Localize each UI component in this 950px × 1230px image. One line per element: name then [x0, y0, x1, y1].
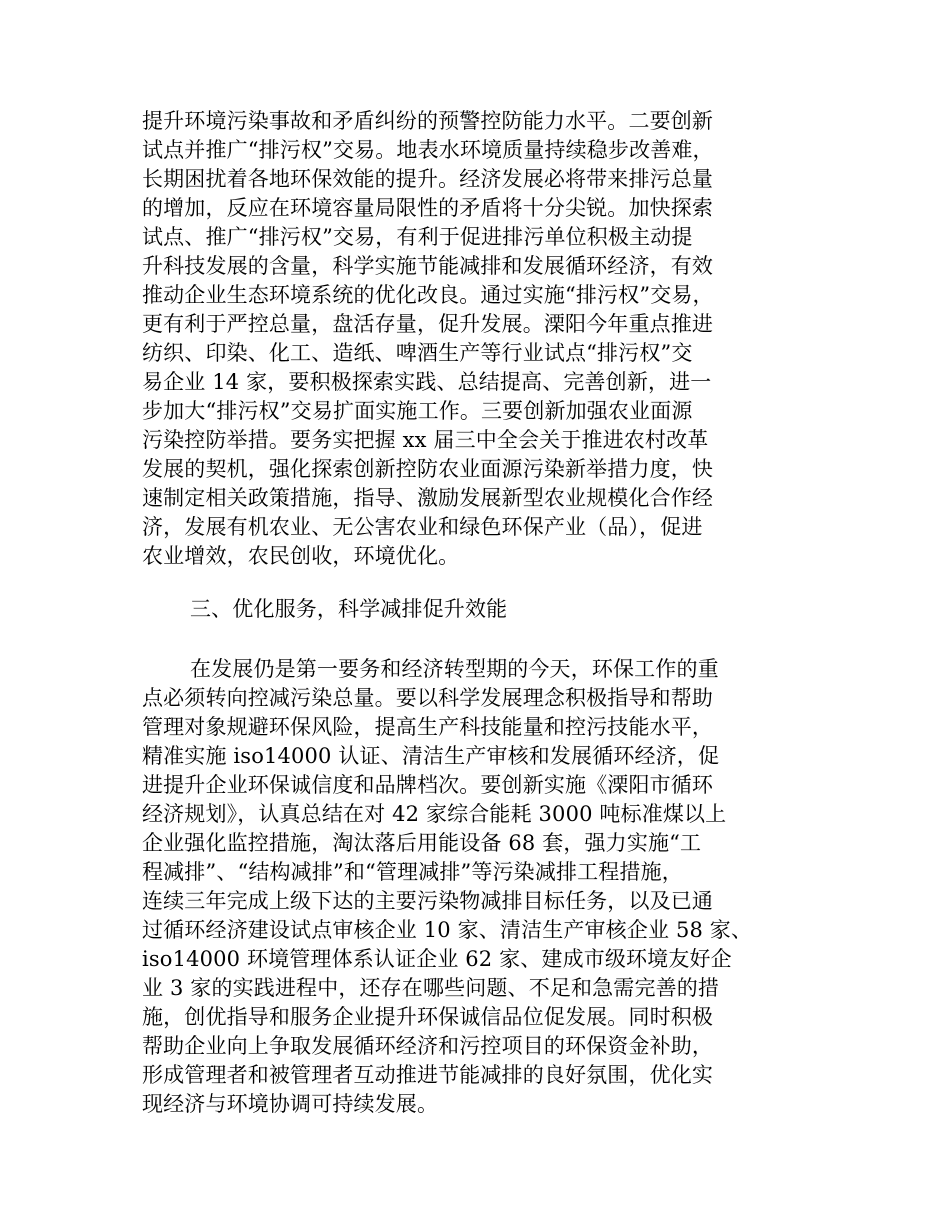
- text-line: 济，发展有机农业、无公害农业和绿色环保产业（品），促进: [142, 515, 703, 539]
- text-line: iso14000 环境管理体系认证企业 62 家、建成市级环境友好企: [142, 947, 732, 971]
- text-line: 业 3 家的实践进程中，还存在哪些问题、不足和急需完善的措: [142, 976, 720, 1000]
- text-line: 程减排”、“结构减排”和“管理减排”等污染减排工程措施，: [142, 860, 683, 884]
- text-line: 现经济与环境协调可持续发展。: [142, 1092, 439, 1116]
- text-line: 精准实施 iso14000 认证、清洁生产审核和发展循环经济，促: [142, 744, 720, 768]
- text-line: 更有利于严控总量，盘活存量，促升发展。溧阳今年重点推进: [142, 312, 714, 336]
- text-line: 经济规划》，认真总结在对 42 家综合能耗 3000 吨标准煤以上: [142, 802, 727, 826]
- text-line: 进提升企业环保诚信度和品牌档次。要创新实施《溧阳市循环: [142, 773, 714, 797]
- text-line: 的增加，反应在环境容量局限性的矛盾将十分尖锐。加快探索: [142, 196, 714, 220]
- text-line: 试点、推广“排污权”交易，有利于促进排污单位积极主动提: [142, 225, 693, 249]
- text-line: 提升环境污染事故和矛盾纠纷的预警控防能力水平。二要创新: [142, 109, 714, 133]
- text-line: 点必须转向控减污染总量。要以科学发展理念积极指导和帮助: [142, 686, 714, 710]
- text-line: 连续三年完成上级下达的主要污染物减排目标任务，以及已通: [142, 889, 714, 913]
- text-line: 施，创优指导和服务企业提升环保诚信品位促发展。同时积极: [142, 1005, 714, 1029]
- text-line: 企业强化监控措施，淘汰落后用能设备 68 套，强力实施“工: [142, 831, 702, 855]
- text-line: 长期困扰着各地环保效能的提升。经济发展必将带来排污总量: [142, 167, 714, 191]
- section-heading: 三、优化服务，科学减排促升效能: [190, 597, 508, 621]
- text-line: 发展的契机，强化探索创新控防农业面源污染新举措力度，快: [142, 457, 714, 481]
- text-line: 升科技发展的含量，科学实施节能减排和发展循环经济，有效: [142, 254, 714, 278]
- text-line: 速制定相关政策措施，指导、激励发展新型农业规模化合作经: [142, 486, 714, 510]
- text-line: 过循环经济建设试点审核企业 10 家、清洁生产审核企业 58 家、: [142, 918, 753, 942]
- text-line: 农业增效，农民创收，环境优化。: [142, 544, 460, 568]
- text-line: 污染控防举措。要务实把握 xx 届三中全会关于推进农村改革: [142, 428, 709, 452]
- text-line: 步加大“排污权”交易扩面实施工作。三要创新加强农业面源: [142, 399, 693, 423]
- text-line: 纺织、印染、化工、造纸、啤酒生产等行业试点“排污权”交: [142, 341, 693, 365]
- text-line: 易企业 14 家，要积极探索实践、总结提高、完善创新，进一: [142, 370, 712, 394]
- text-line: 推动企业生态环境系统的优化改良。通过实施“排污权”交易，: [142, 283, 714, 307]
- text-line: 形成管理者和被管理者互动推进节能减排的良好氛围，优化实: [142, 1063, 714, 1087]
- text-line: 帮助企业向上争取发展循环经济和污控项目的环保资金补助，: [142, 1034, 714, 1058]
- text-line: 在发展仍是第一要务和经济转型期的今天，环保工作的重: [190, 657, 719, 681]
- text-line: 管理对象规避环保风险，提高生产科技能量和控污技能水平，: [142, 715, 714, 739]
- text-line: 试点并推广“排污权”交易。地表水环境质量持续稳步改善难，: [142, 138, 714, 162]
